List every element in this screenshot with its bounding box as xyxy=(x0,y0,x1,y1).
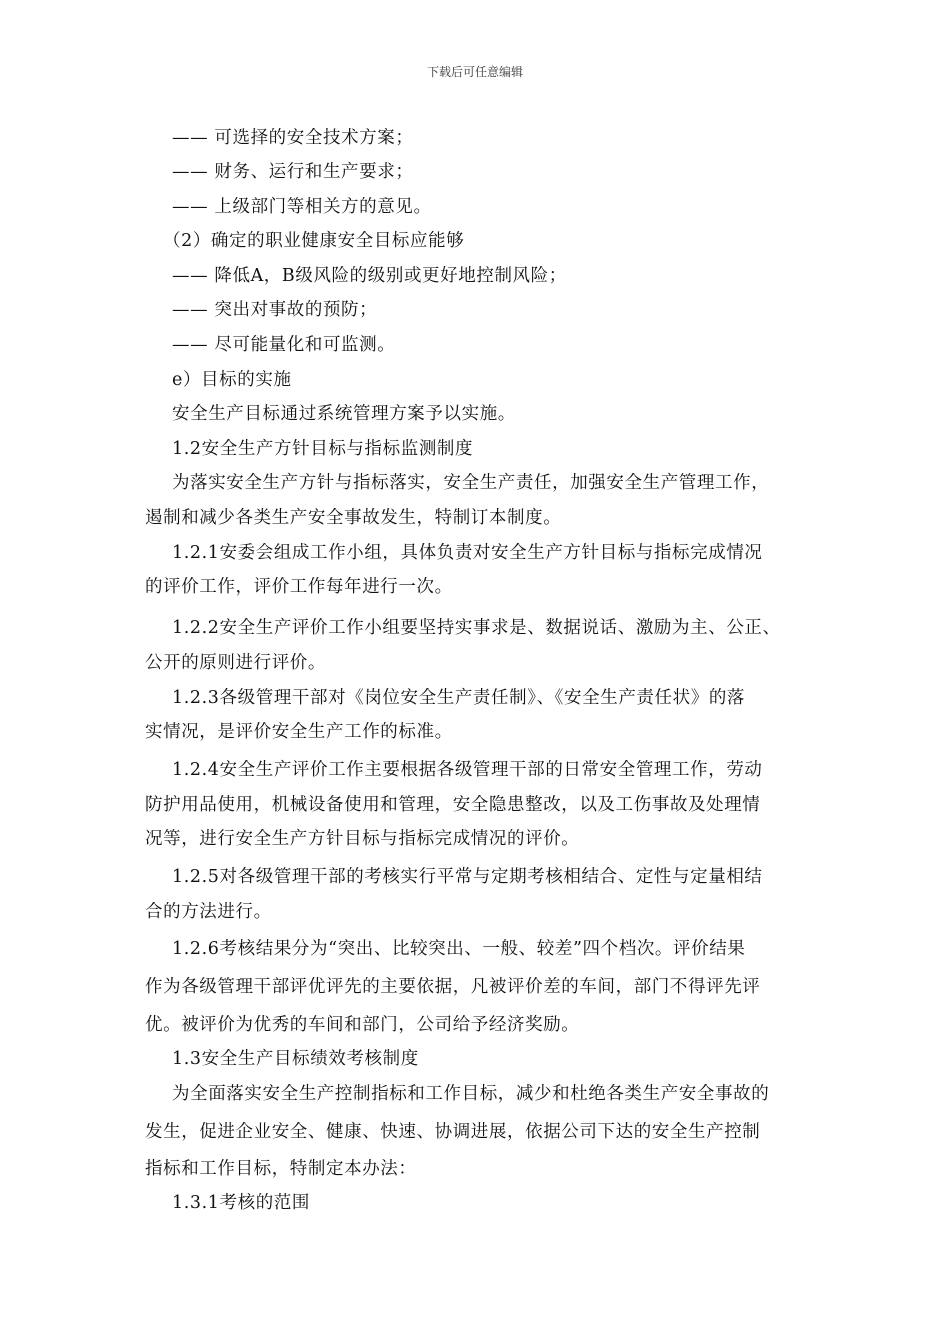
dash-item-financial-requirements: —— 财务、运行和生产要求； xyxy=(172,162,414,182)
page-header: 下载后可任意编辑 xyxy=(426,65,523,79)
clause-1-2-5: 1.2.5对各级管理干部的考核实行平常与定期考核相结合、定性与定量相结 xyxy=(172,867,763,887)
clause-1-2-2: 1.2.2安全生产评价工作小组要坚持实事求是、数据说话、激励为主、公正、 xyxy=(172,618,781,638)
dash-item-quantifiable: —— 尽可能量化和可监测。 xyxy=(172,335,396,355)
dash-item-reduce-risk: —— 降低A，B级风险的级别或更好地控制风险； xyxy=(172,266,567,286)
clause-1-3-1: 1.3.1考核的范围 xyxy=(172,1193,311,1213)
paragraph-line: 实情况，是评价安全生产工作的标准。 xyxy=(145,722,453,742)
section-heading-1-3: 1.3安全生产目标绩效考核制度 xyxy=(172,1049,419,1069)
paragraph-line: 指标和工作目标，特制定本办法： xyxy=(145,1159,417,1179)
paragraph-line: 发生，促进企业安全、健康、快速、协调进展，依据公司下达的安全生产控制 xyxy=(145,1122,761,1142)
clause-1-2-1: 1.2.1安委会组成工作小组，具体负责对安全生产方针目标与指标完成情况 xyxy=(172,543,763,563)
paragraph-line: 合的方法进行。 xyxy=(145,902,272,922)
paragraph-line: 防护用品使用，机械设备使用和管理，安全隐患整改，以及工伤事故及处理情 xyxy=(145,795,761,815)
clause-1-2-3: 1.2.3各级管理干部对《岗位安全生产责任制》、《安全生产责任状》的落 xyxy=(172,688,746,708)
dash-item-stakeholder-opinions: —— 上级部门等相关方的意见。 xyxy=(172,197,432,217)
paragraph-line: 公开的原则进行评价。 xyxy=(145,653,326,673)
subsection-heading-implementation: e）目标的实施 xyxy=(172,370,292,390)
paragraph-line: 的评价工作，评价工作每年进行一次。 xyxy=(145,577,453,597)
paragraph-line: 为全面落实安全生产控制指标和工作目标，减少和杜绝各类生产安全事故的 xyxy=(172,1084,770,1104)
clause-1-2-4: 1.2.4安全生产评价工作主要根据各级管理干部的日常安全管理工作，劳动 xyxy=(172,760,763,780)
paragraph-line: 作为各级管理干部评优评先的主要依据，凡被评价差的车间，部门不得评先评 xyxy=(145,977,761,997)
dash-item-accident-prevention: —— 突出对事故的预防； xyxy=(172,300,378,320)
paragraph-line: 遏制和减少各类生产安全事故发生，特制订本制度。 xyxy=(145,508,562,528)
paragraph-line: 况等，进行安全生产方针目标与指标完成情况的评价。 xyxy=(145,829,580,849)
dash-item-technical-options: —— 可选择的安全技术方案； xyxy=(172,128,414,148)
clause-1-2-6: 1.2.6考核结果分为“突出、比较突出、一般、较差”四个档次。评价结果 xyxy=(172,939,746,959)
section-heading-1-2: 1.2安全生产方针目标与指标监测制度 xyxy=(172,439,474,459)
paragraph-line: 为落实安全生产方针与指标落实，安全生产责任，加强安全生产管理工作， xyxy=(172,473,770,493)
subsection-heading-ohs-targets: （2）确定的职业健康安全目标应能够 xyxy=(163,231,465,251)
paragraph-line: 安全生产目标通过系统管理方案予以实施。 xyxy=(172,404,516,424)
paragraph-line: 优。被评价为优秀的车间和部门，公司给予经济奖励。 xyxy=(145,1015,580,1035)
